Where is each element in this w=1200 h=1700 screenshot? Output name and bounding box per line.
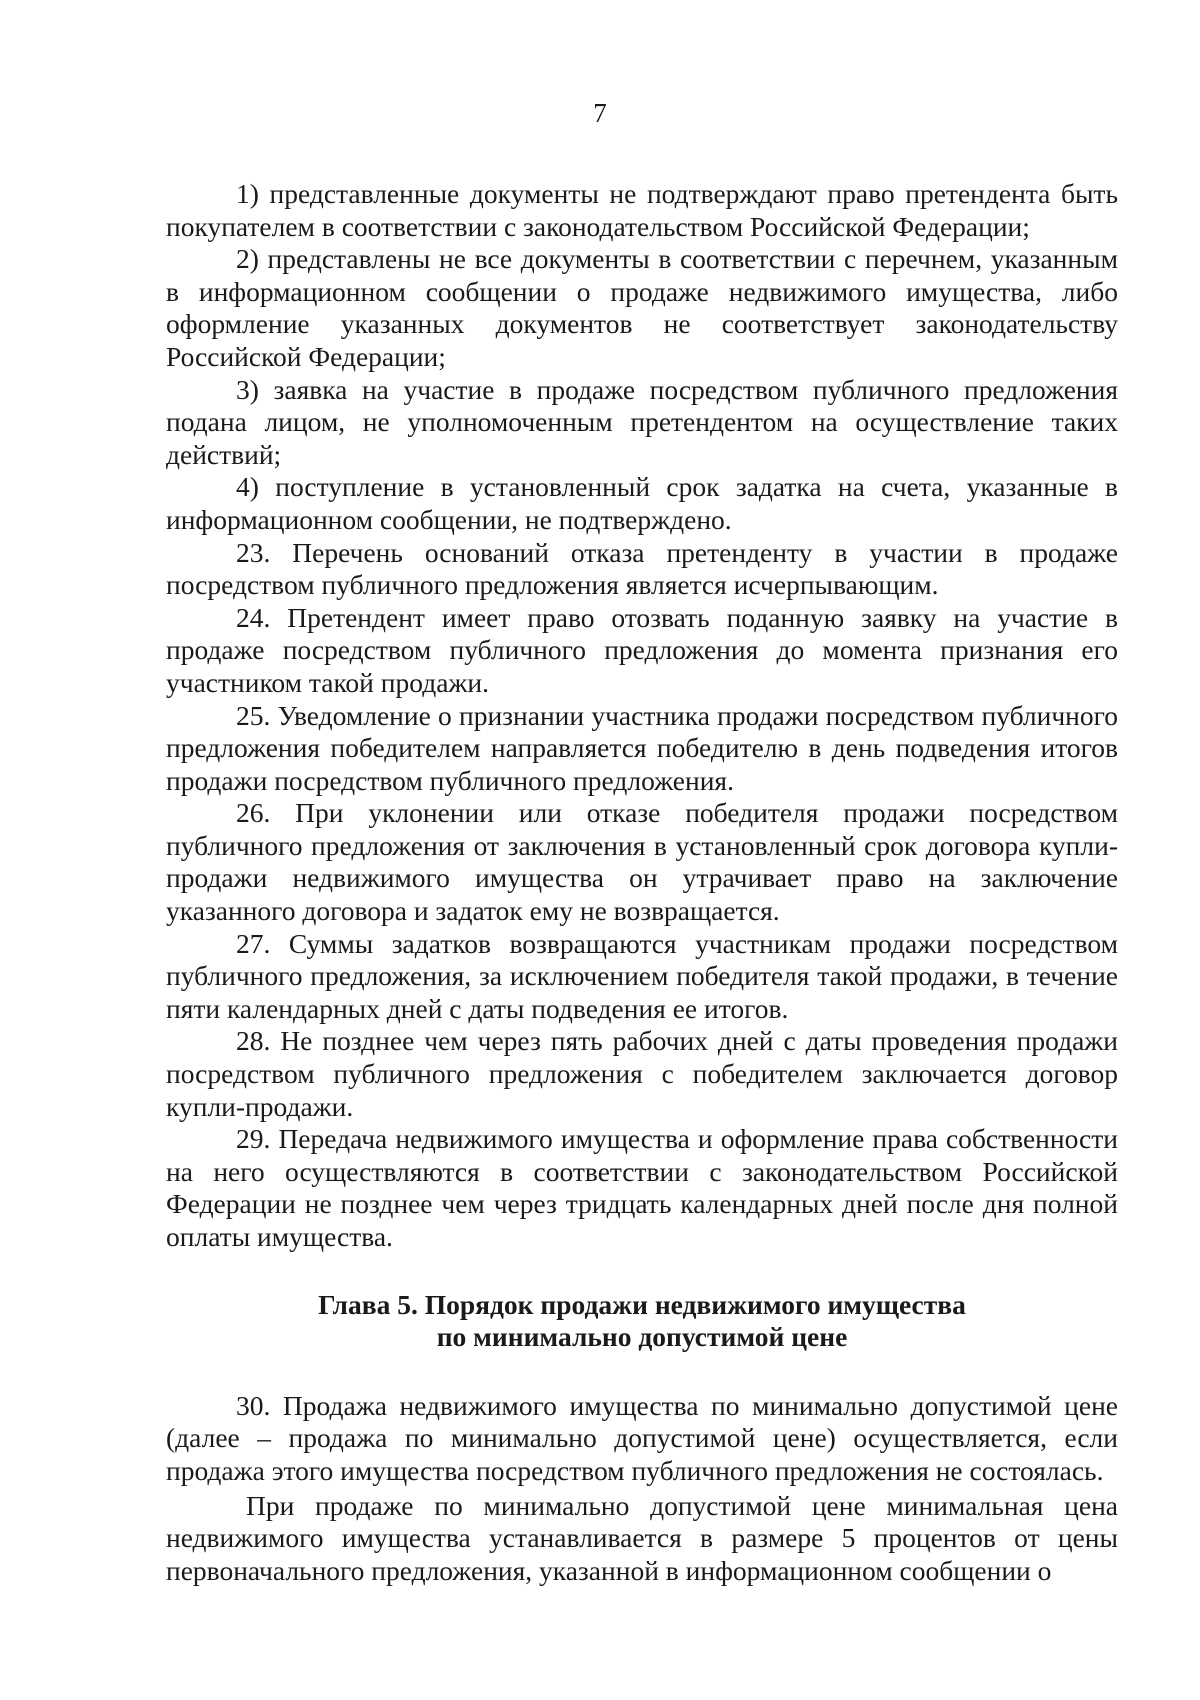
chapter-heading-line-1: Глава 5. Порядок продажи недвижимого имущества	[318, 1288, 966, 1320]
paragraph-30: 30. Продажа недвижимого имущества по минимально допустимой цене (далее – продажа по минимально допустимой цене) осуществляется, если продажа этого имущества посредством публичного предложения не состоялась.	[166, 1389, 1118, 1486]
paragraph-item-2: 2) представлены не все документы в соответствии с перечнем, указанным в информационном сообщении о продаже недвижимого имущества, либо оформление указанных документов не соответствует законодательству Российской Федерации;	[166, 243, 1118, 372]
paragraph-26: 26. При уклонении или отказе победителя продажи посредством публичного предложения от заключения в установленный срок договора купли-продажи недвижимого имущества он утрачивает право на заключение указанного договора и задаток ему не возвращается.	[166, 797, 1118, 927]
paragraph-28: 28. Не позднее чем через пять рабочих дней с даты проведения продажи посредством публичного предложения с победителем заключается договор купли-продажи.	[166, 1025, 1118, 1122]
page-number: 7	[593, 98, 607, 128]
paragraph-item-1: 1) представленные документы не подтверждают право претендента быть покупателем в соответствии с законодательством Российской Федерации;	[166, 178, 1118, 242]
paragraph-27: 27. Суммы задатков возвращаются участникам продажи посредством публичного предложения, за исключением победителя такой продажи, в течение пяти календарных дней с даты подведения ее итогов.	[166, 927, 1118, 1024]
chapter-heading-line-2: по минимально допустимой цене	[436, 1321, 848, 1353]
chapter-heading	[166, 1289, 1118, 1354]
paragraph-23: 23. Перечень оснований отказа претенденту в участии в продаже посредством публичного предложения является исчерпывающим.	[166, 536, 1118, 601]
paragraph-item-3: 3) заявка на участие в продаже посредством публичного предложения подана лицом, не уполномоченным претендентом на осуществление таких действий;	[166, 373, 1118, 470]
document-body	[166, 178, 1118, 1587]
paragraph-30-continued: При продаже по минимально допустимой цене минимальная цена недвижимого имущества устанавливается в размере 5 процентов от цены первоначального предложения, указанной в информационном сообщении о	[166, 1489, 1118, 1586]
paragraph-29: 29. Передача недвижимого имущества и оформление права собственности на него осуществляются в соответствии с законодательством Российской Федерации не позднее чем через тридцать календарных дней после дня полной оплаты имущества.	[166, 1123, 1118, 1252]
paragraph-item-4: 4) поступление в установленный срок задатка на счета, указанные в информационном сообщении, не подтверждено.	[166, 471, 1118, 535]
paragraph-24: 24. Претендент имеет право отозвать поданную заявку на участие в продаже посредством публичного предложения до момента признания его участником такой продажи.	[166, 601, 1118, 698]
paragraph-25: 25. Уведомление о признании участника продажи посредством публичного предложения победителем направляется победителю в день подведения итогов продажи посредством публичного предложения.	[166, 699, 1118, 796]
